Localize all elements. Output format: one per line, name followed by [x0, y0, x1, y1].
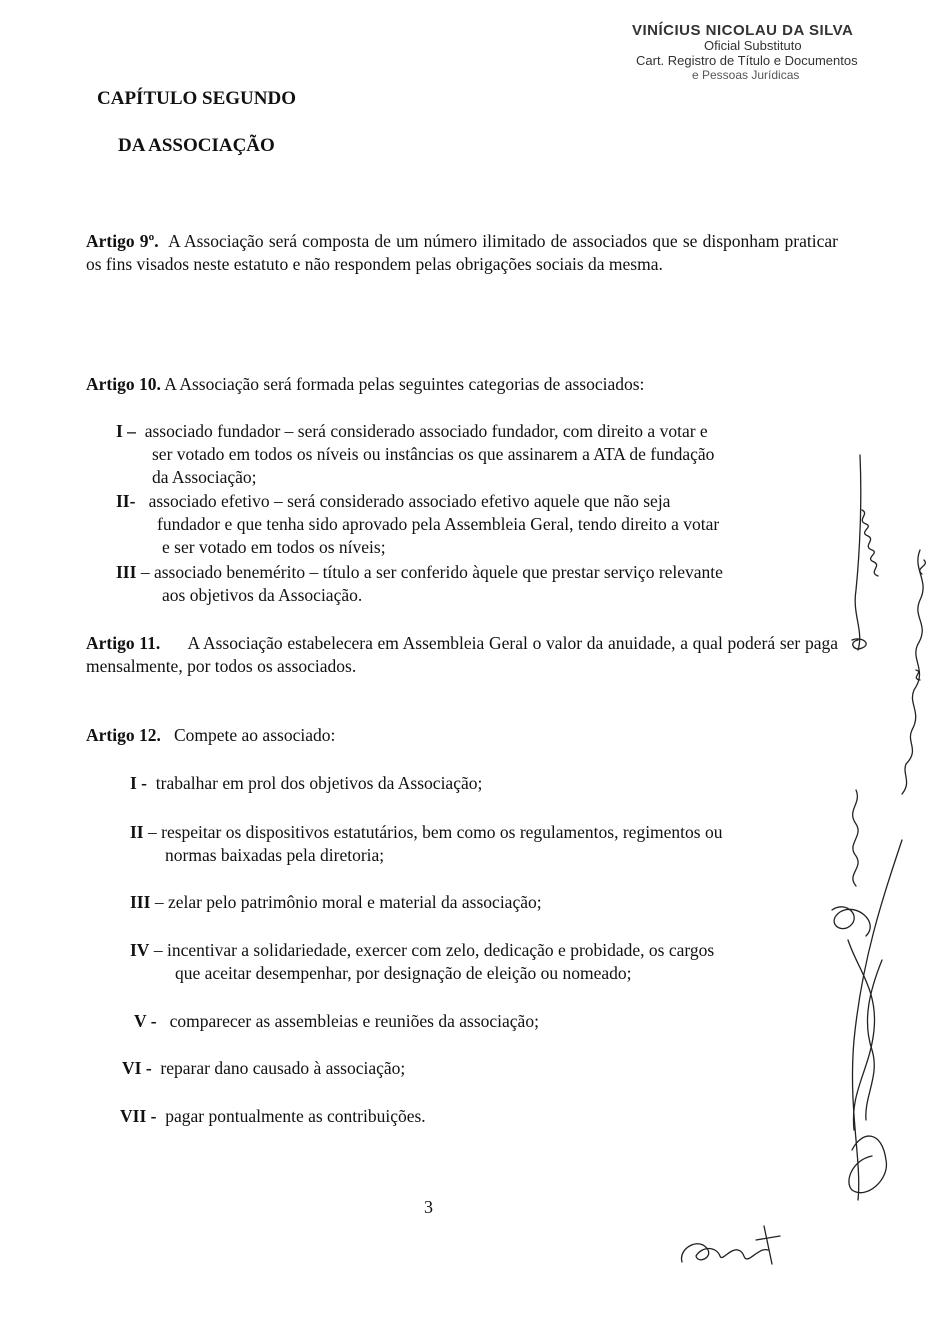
- item-line: pagar pontualmente as contribuições.: [165, 1106, 426, 1126]
- item-line: – incentivar a solidariedade, exercer com zelo, dedicação e probidade, os cargos: [153, 940, 715, 960]
- section-title: DA ASSOCIAÇÃO: [118, 135, 275, 156]
- article-10-item-1: [116, 420, 708, 443]
- item-number: I –: [116, 421, 136, 441]
- article-12-item-1: [130, 772, 482, 795]
- item-number: VI -: [122, 1058, 152, 1078]
- page-number: 3: [424, 1197, 433, 1217]
- item-number: III: [116, 562, 137, 582]
- item-line: associado fundador – será considerado associado fundador, com direito a votar e: [144, 421, 708, 441]
- item-line: associado efetivo – será considerado associado efetivo aquele que não seja: [148, 491, 671, 511]
- item-number: VII -: [120, 1106, 157, 1126]
- item-line: – associado benemérito – título a ser conferido àquele que prestar serviço relevante: [140, 562, 723, 582]
- article-11-label: Artigo 11.: [86, 633, 161, 653]
- item-number: III: [130, 892, 151, 912]
- article-12-label: Artigo 12.: [86, 725, 161, 745]
- article-10-label: Artigo 10.: [86, 374, 161, 394]
- registry-stamp: [632, 22, 902, 83]
- article-10-item-2: [116, 490, 670, 513]
- bottom-initials-signature: [676, 1218, 788, 1278]
- article-10-text: A Associação será formada pelas seguintes categorias de associados:: [164, 374, 645, 394]
- stamp-office-2: e Pessoas Jurídicas: [692, 68, 800, 83]
- item-number: IV: [130, 940, 150, 960]
- article-10-item-1-line-2: ser votado em todos os níveis ou instâncias os que assinarem a ATA de fundação: [152, 444, 715, 464]
- item-line: reparar dano causado à associação;: [160, 1058, 406, 1078]
- article-12-text: Compete ao associado:: [173, 725, 336, 745]
- article-11-text: A Associação estabelecera em Assembleia Geral o valor da anuidade, a qual poderá ser paga mensalmente, por todos os associados.: [86, 633, 838, 676]
- article-12-item-4: [130, 939, 714, 962]
- chapter-title: CAPÍTULO SEGUNDO: [97, 88, 296, 109]
- article-9-text: A Associação será composta de um número ilimitado de associados que se disponham praticar os fins visados neste estatuto e não respondem pelas obrigações sociais da mesma.: [86, 231, 838, 274]
- item-number: I -: [130, 773, 148, 793]
- item-number: V -: [134, 1011, 157, 1031]
- margin-signatures: [812, 440, 936, 1220]
- item-number: II-: [116, 491, 136, 511]
- article-11: [86, 632, 838, 678]
- item-line: – zelar pelo patrimônio moral e material da associação;: [154, 892, 542, 912]
- item-line: comparecer as assembleias e reuniões da associação;: [169, 1011, 539, 1031]
- article-12-item-6: [122, 1057, 405, 1080]
- stamp-role: Oficial Substituto: [704, 38, 802, 54]
- item-number: II: [130, 822, 144, 842]
- article-12-item-4-line-2: que aceitar desempenhar, por designação de eleição ou nomeado;: [175, 963, 632, 983]
- item-line: trabalhar em prol dos objetivos da Associação;: [155, 773, 483, 793]
- article-12-item-2-line-2: normas baixadas pela diretoria;: [165, 845, 385, 865]
- stamp-name: VINÍCIUS NICOLAU DA SILVA: [632, 22, 854, 39]
- article-12-item-3: [130, 891, 542, 914]
- article-10-item-3-line-2: aos objetivos da Associação.: [162, 585, 363, 605]
- article-12: [86, 724, 838, 747]
- article-10: [86, 373, 838, 396]
- item-line: – respeitar os dispositivos estatutários, bem como os regulamentos, regimentos ou: [148, 822, 723, 842]
- article-9-label: Artigo 9º.: [86, 231, 159, 251]
- stamp-office: Cart. Registro de Título e Documentos: [636, 53, 858, 69]
- article-9: [86, 230, 838, 276]
- article-12-item-2: [130, 821, 722, 844]
- article-10-item-3: [116, 561, 723, 584]
- article-10-item-2-line-3: e ser votado em todos os níveis;: [162, 537, 386, 557]
- article-12-item-7: [120, 1105, 426, 1128]
- article-10-item-1-line-3: da Associação;: [152, 467, 257, 487]
- article-12-item-5: [134, 1010, 539, 1033]
- article-10-item-2-line-2: fundador e que tenha sido aprovado pela Assembleia Geral, tendo direito a votar: [157, 514, 720, 534]
